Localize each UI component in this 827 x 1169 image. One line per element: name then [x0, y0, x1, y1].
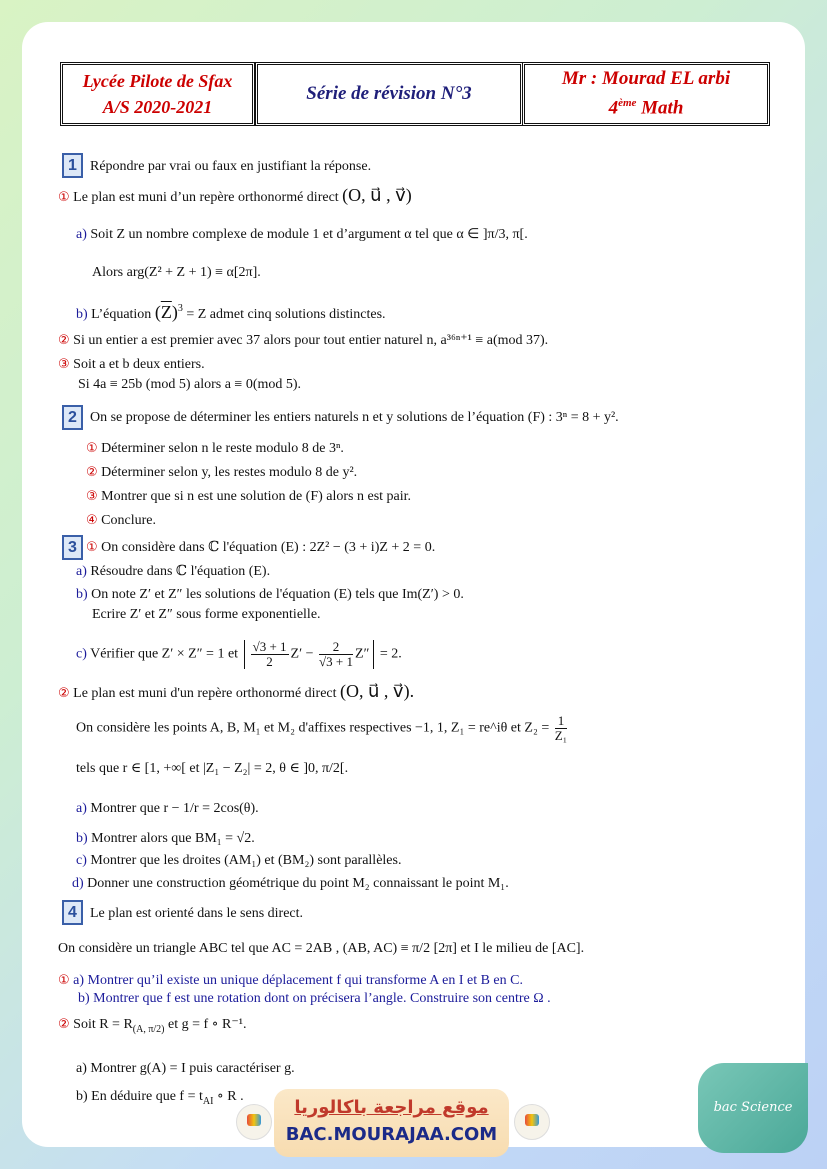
page-title: Série de révision N°3 — [306, 83, 472, 104]
teacher-name: Mr : Mourad EL arbi — [561, 68, 731, 90]
school-year: A/S 2020-2021 — [102, 97, 213, 117]
ex3-q1b: b) On note Z′ et Z″ les solutions de l'équation (E) tels que Im(Z′) > 0. — [76, 587, 464, 602]
circled-two-icon: ② — [58, 333, 70, 348]
right-logo-icon — [514, 1104, 550, 1140]
ex4-q1a: ① a) Montrer qu’il existe un unique déplacement f qui transforme A en I et B en C. — [58, 973, 523, 988]
circled-one-icon: ① — [86, 441, 98, 456]
school-name: Lycée Pilote de Sfax — [82, 71, 233, 91]
exercise-1-number: 1 — [62, 153, 83, 178]
circled-four-icon: ④ — [86, 513, 98, 528]
ex4-intro: Le plan est orienté dans le sens direct. — [90, 906, 304, 921]
ex4-q2a: a) Montrer g(A) = I puis caractériser g. — [76, 1061, 295, 1076]
ex3-q2c: c) Montrer que les droites (AM₁) et (BM₂) sont parallèles. — [76, 853, 402, 868]
circled-one-icon: ① — [58, 190, 70, 205]
header-teacher-box — [522, 62, 770, 126]
ex3-q1: ① On considère dans ℂ l'équation (E) : 2Z² − (3 + i)Z + 2 = 0. — [86, 540, 436, 555]
ex2-q2: ② Déterminer selon y, les restes modulo 8 de y². — [86, 465, 358, 480]
ex4-triangle: On considère un triangle ABC tel que AC = 2AB , (AB, AC) ≡ π/2 [2π] et I le milieu de [AC]. — [58, 941, 585, 956]
exercise-2-number: 2 — [62, 405, 83, 430]
ex2-q4: ④ Conclure. — [86, 513, 156, 528]
ex3-q2d: d) Donner une construction géométrique du point M₂ connaissant le point M₁. — [72, 876, 509, 891]
ex3-q1b2: Ecrire Z′ et Z″ sous forme exponentielle. — [92, 607, 321, 622]
circled-one-icon: ① — [58, 973, 70, 988]
bac-science-badge: bac Science — [698, 1063, 808, 1153]
ex4-q1b: b) Montrer que f est une rotation dont on précisera l’angle. Construire son centre Ω . — [78, 991, 551, 1006]
ex1-intro: Répondre par vrai ou faux en justifiant la réponse. — [90, 159, 372, 174]
class-level: 4ème Math — [608, 97, 684, 119]
ex1-q1a: a) Soit Z un nombre complexe de module 1 et d’argument α tel que α ∈ ]π/3, π[. — [76, 227, 528, 242]
footer-arabic-text: موقع مراجعة باكالوريا — [294, 1097, 489, 1118]
ex1-q2: ② Si un entier a est premier avec 37 alors pour tout entier naturel n, a³⁶ⁿ⁺¹ ≡ a(mod 37). — [58, 333, 549, 348]
circled-three-icon: ③ — [58, 357, 70, 372]
ex4-q2b: b) En déduire que $f = t_{AI}$ ∘ R . — [76, 1089, 244, 1107]
footer-site-link[interactable]: BAC.MOURAJAA.COM — [285, 1124, 498, 1145]
ex1-q3b: Si 4a ≡ 25b (mod 5) alors a ≡ 0(mod 5). — [78, 377, 302, 392]
ex2-intro: On se propose de déterminer les entiers naturels n et y solutions de l’équation (F) : 3ⁿ = 8 + y². — [90, 410, 619, 425]
circled-two-icon: ② — [86, 465, 98, 480]
circled-two-icon: ② — [58, 686, 70, 701]
exercise-3-number: 3 — [62, 535, 83, 560]
ex1-q1: ① Le plan est muni d’un repère orthonormé direct (O, u⃗ , v⃗) — [58, 185, 412, 205]
ex2-q3: ③ Montrer que si n est une solution de (F) alors n est pair. — [86, 489, 412, 504]
ex3-q1c: c) Vérifier que Z′ × Z″ = 1 et $\frac{√3 + 1}{2}$ Z′ − $\frac{2}{√3 + 1}$ Z″ = 2. — [76, 639, 402, 669]
ex3-q2a: a) Montrer que r − 1/r = 2cos(θ). — [76, 801, 259, 816]
header-school-box — [60, 62, 255, 126]
ex3-q2: ② Le plan est muni d'un repère orthonormé direct (O, u⃗ , v⃗). — [58, 681, 415, 701]
circled-three-icon: ③ — [86, 489, 98, 504]
ex1-q1a-then: Alors arg(Z² + Z + 1) ≡ α[2π]. — [92, 265, 261, 280]
footer-banner[interactable] — [274, 1089, 509, 1157]
header-title-box — [255, 62, 523, 126]
circled-two-icon: ② — [58, 1017, 70, 1032]
ex2-q1: ① Déterminer selon n le reste modulo 8 de 3ⁿ. — [86, 441, 344, 456]
ex3-q2b: b) Montrer alors que BM₁ = √2. — [76, 831, 255, 846]
circled-one-icon: ① — [86, 540, 98, 555]
ex3-q1a: a) Résoudre dans ℂ l'équation (E). — [76, 564, 271, 579]
ex1-q3: ③ Soit a et b deux entiers. — [58, 357, 205, 372]
left-logo-icon — [236, 1104, 272, 1140]
ex3-q2-points: On considère les points A, B, M₁ et M₂ d'affixes respectives −1, 1, Z₁ = re^iθ et Z₂ = $\frac{1}{\text{Z₁}}$ — [76, 713, 568, 743]
ex3-q2-conditions: tels que r ∈ [1, +∞[ et |Z₁ − Z₂| = 2, θ ∈ ]0, π/2[. — [76, 761, 349, 776]
ex4-q2: ② Soit $R = R_{(A, \pi/2)}$ et g = f ∘ R⁻¹. — [58, 1017, 247, 1035]
ex1-q1b: b) L’équation $(\overline{Z})^3 = Z$ admet cinq solutions distinctes. — [76, 302, 386, 322]
exercise-4-number: 4 — [62, 900, 83, 925]
